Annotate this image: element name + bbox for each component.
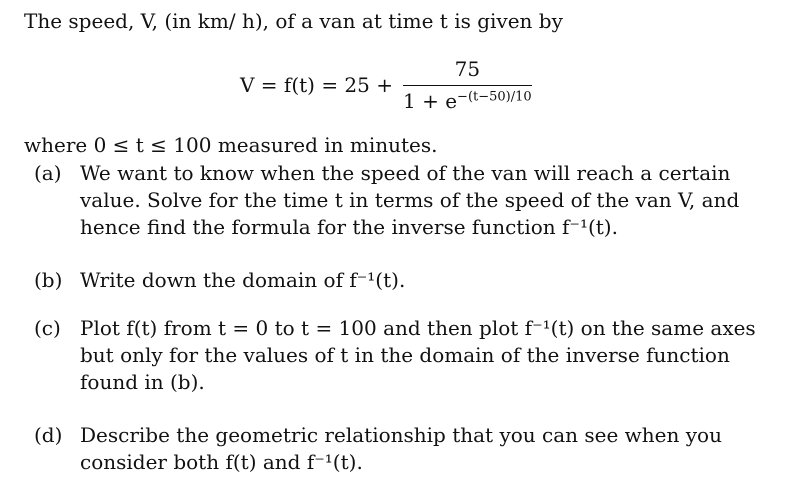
part-text: Describe the geometric relationship that you can see when you consider both f(t) and f⁻¹(t). (80, 423, 722, 474)
denominator-exponent: −(t−50)/10 (457, 88, 532, 104)
denominator-base: 1 + e (403, 88, 458, 113)
formula-fraction (403, 56, 532, 115)
part-d (34, 422, 794, 476)
part-text: Plot f(t) from t = 0 to t = 100 and then plot f⁻¹(t) on the same axes but only for the values of t in the domain of the inverse function found in (b). (80, 316, 756, 394)
domain-statement: where 0 ≤ t ≤ 100 measured in minutes. (24, 133, 438, 157)
part-text: We want to know when the speed of the van will reach a certain value. Solve for the time t in terms of the speed of the van V, and hence find the formula for the inverse function f⁻¹(t). (80, 161, 740, 239)
formula-numerator: 75 (403, 56, 532, 86)
formula-denominator (403, 86, 532, 115)
part-label: (b) (34, 268, 63, 292)
part-label: (d) (34, 423, 63, 447)
speed-formula (240, 54, 532, 116)
intro-text: The speed, V, (in km/ h), of a van at time t is given by (24, 9, 563, 33)
part-label: (c) (34, 316, 61, 340)
part-b (34, 267, 794, 294)
part-label: (a) (34, 161, 62, 185)
formula-lhs: V = f(t) = 25 + (240, 72, 393, 97)
part-a (34, 160, 794, 241)
part-text: Write down the domain of f⁻¹(t). (80, 268, 406, 292)
part-c (34, 315, 794, 396)
